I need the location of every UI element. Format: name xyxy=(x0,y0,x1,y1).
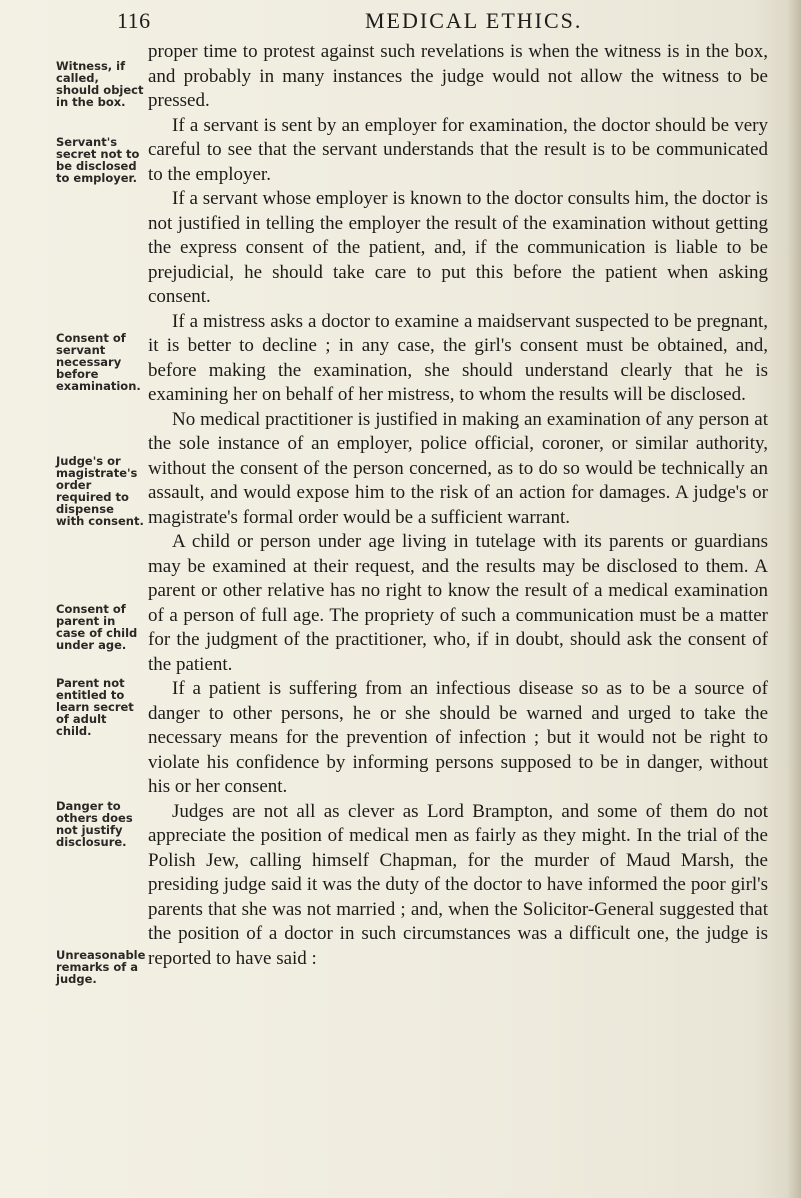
paragraph: If a servant is sent by an employer for examination, the doctor should be very careful to see that the servant understands that the result is to be communicated to the employer. xyxy=(148,114,768,185)
paragraph: If a mistress asks a doctor to examine a maidservant suspected to be pregnant, it is better to decline ; in any case, the girl's consent must be obtained, and, before making the examination, she should understand clearly that he is examining her on behalf of her mistress, to whom the results will be disclosed. xyxy=(148,310,768,405)
margin-note-danger-to-others: Danger to others does not justify disclosure. xyxy=(56,799,133,849)
running-title: MEDICAL ETHICS. xyxy=(365,8,583,33)
page-number: 116 xyxy=(117,8,151,33)
paragraph: A child or person under age living in tutelage with its parents or guardians may be examined at their request, and the results may be disclosed to them. A parent or other relative has no right to know the result of a medical examination of a person of full age. The propriety of such a communication must be a matter for the judgment of the practitioner, who, if in doubt, should ask the consent of the patient. xyxy=(148,531,768,675)
margin-note-judge-order: Judge's or magistrate's order required to dispense with consent. xyxy=(56,454,144,528)
body-text xyxy=(148,40,768,971)
paragraph: If a patient is suffering from an infectious disease so as to be a source of danger to other persons, he or she should be warned and urged to take the necessary means for the prevention of infection ; but it would not be right to violate his confidence by informing persons supposed to be in danger, without his or her consent. xyxy=(148,678,768,797)
margin-note-servant-secret: Servant's secret not to be disclosed to employer. xyxy=(56,135,140,185)
paragraph: If a servant whose employer is known to the doctor consults him, the doctor is not justified in telling the employer the result of the examination without getting the express consent of the patient, and, if the communication is liable to be prejudicial, he should take care to put this before the patient when asking consent. xyxy=(148,188,768,307)
page-edge-shadow xyxy=(787,0,801,1198)
page-header xyxy=(0,8,801,42)
margin-note-servant-consent: Consent of servant necessary before examination. xyxy=(56,331,141,393)
paragraph: Judges are not all as clever as Lord Brampton, and some of them do not appreciate the position of medical men as fairly as they might. In the trial of the Polish Jew, calling himself Chapman, for the murder of Maud Marsh, the presiding judge said it was the duty of the doctor to have informed the poor girl's parents that she was not married ; and, when the Solicitor-General suggested that the position of a doctor in such circumstances was a difficult one, the judge is reported to have said : xyxy=(148,800,768,969)
margin-note-judge-remarks: Unreasonable remarks of a judge. xyxy=(56,948,146,986)
margin-note-parent-consent: Consent of parent in case of child under age. xyxy=(56,602,138,652)
margin-note-witness: Witness, if called, should object in the box. xyxy=(56,59,144,109)
paragraph: No medical practitioner is justified in making an examination of any person at the sole instance of an employer, police official, coroner, or similar authority, without the consent of the person concerned, as to do so would be technically an assault, and would expose him to the risk of an action for damages. A judge's or magistrate's formal order would be a sufficient warrant. xyxy=(148,408,768,528)
margin-note-parent-not-entitled: Parent not entitled to learn secret of adult child. xyxy=(56,676,134,738)
paragraph: proper time to protest against such revelations is when the witness is in the box, and probably in many instances the judge would not allow the witness to be pressed. xyxy=(148,41,768,111)
